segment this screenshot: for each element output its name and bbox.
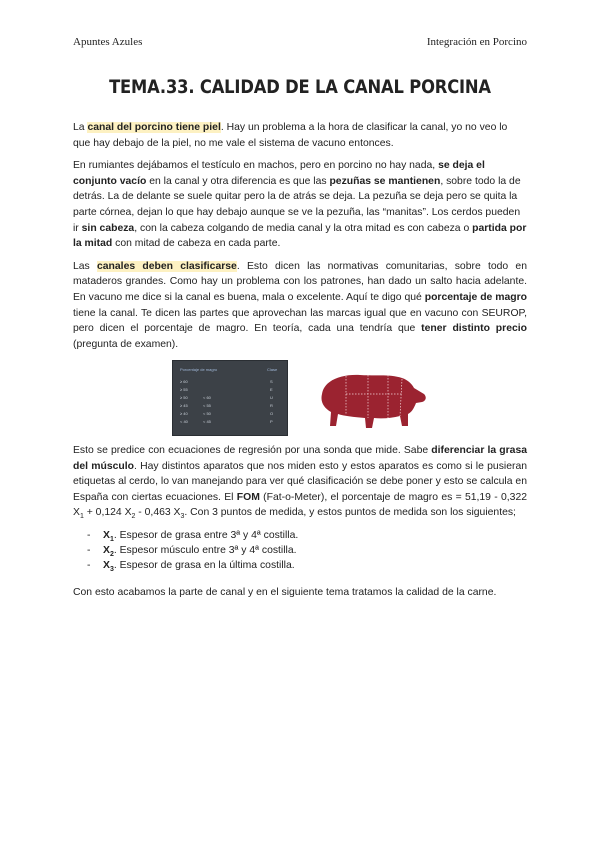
table-header-left: Porcentaje de magro [180, 367, 218, 372]
paragraph-3: Las canales deben clasificarse. Esto dicen las normativas comunitarias, sobre todo en mataderos grandes. Como hay un problema con los patrones, han dado un salto hacia adelante. En vacuno me dice si la canal es buena, mala o excelente. Aquí te digo qué porcentaje de magro tiene la canal. Te dicen las partes que aprovechan las marcas igual que en vacuno con SEUROP, pero dicen el porcentaje de magro. En teoría, cada una tendría que tener distinto precio (pregunta de examen). [73, 260, 528, 350]
table-cell: ≥ 45 [180, 403, 188, 408]
table-cell: E [270, 387, 273, 392]
table-cell: < 55 [203, 403, 211, 408]
table-cell: < 45 [203, 419, 211, 424]
figures-row [0, 360, 600, 440]
table-header-right: Clase [267, 367, 278, 372]
paragraph-5: Con esto acabamos la parte de canal y en el siguiente tema tratamos la calidad de la carne. [73, 586, 497, 598]
table-cell: < 50 [203, 411, 211, 416]
page-title: TEMA.33. CALIDAD DE LA CANAL PORCINA [109, 76, 491, 98]
table-cell: O [270, 411, 274, 416]
list-item: - $X_2$. Espesor músculo entre 3ª y 4ª costilla. [73, 543, 527, 558]
list-item: - $X_3$. Espesor de grasa en la última costilla. [73, 558, 527, 573]
measurement-list [73, 528, 527, 573]
paragraph-1: La canal del porcino tiene piel. Hay un problema a la hora de clasificar la canal, yo no veo lo que hay debajo de la piel, no me vale el sistema de vacuno entonces. [73, 122, 508, 149]
paragraph-4: Esto se predice con ecuaciones de regresión por una sonda que mide. Sabe diferenciar la grasa del músculo. Hay distintos aparatos que nos miden esto y estos aparatos es como si le pusieran etiquetas al cerdo, lo van manejando para ver qué clasificación se debe poner y esto se calcula en España con ciertas ecuaciones. El FOM (Fat-o-Meter), el porcentaje de magro es = 51,19 - 0,322 $X_1 + 0,124$ $X_2 - 0,463$ $X_3$. Con 3 puntos de medida, y estos puntos de medida son los siguientes; [73, 445, 528, 521]
table-cell: < 60 [203, 395, 211, 400]
highlight-canales: canales deben clasificarse [97, 260, 237, 272]
header-right: Integración en Porcino [426, 36, 527, 48]
table-cell: U [270, 395, 273, 400]
table-cell: P [270, 419, 273, 424]
table-cell: ≥ 60 [180, 379, 188, 384]
table-cell: ≥ 55 [180, 387, 188, 392]
table-cell: R [270, 403, 273, 408]
table-cell: ≥ 50 [180, 395, 188, 400]
table-cell: S [270, 379, 273, 384]
seurop-table-image [172, 360, 288, 436]
body-top [73, 120, 527, 359]
list-item: - $X_1$. Espesor de grasa entre 3ª y 4ª costilla. [73, 528, 527, 543]
body-bottom [73, 443, 527, 608]
paragraph-2: En rumiantes dejábamos el testículo en machos, pero en porcino no hay nada, se deja el conjunto vacío en la canal y otra diferencia es que las pezuñas se mantienen, sobre todo la de detrás. La de delante se suele quitar pero la de atrás se deja. La pezuña se deja pero se quita la parte córnea, dejan lo que hay debajo aunque se ve la pezuña, las “manitas”. Los cerdos pueden ir sin cabeza, con la cabeza colgando de media canal y la otra mitad es con cabeza o partida por la mitad con mitad de cabeza en cada parte. [73, 160, 527, 250]
pig-carcass-icon [316, 364, 428, 432]
header-left: Apuntes Azules [73, 36, 143, 48]
table-cell: ≥ 40 [180, 411, 188, 416]
highlight-canal: canal del porcino tiene piel [87, 122, 221, 133]
table-cell: < 40 [180, 419, 188, 424]
